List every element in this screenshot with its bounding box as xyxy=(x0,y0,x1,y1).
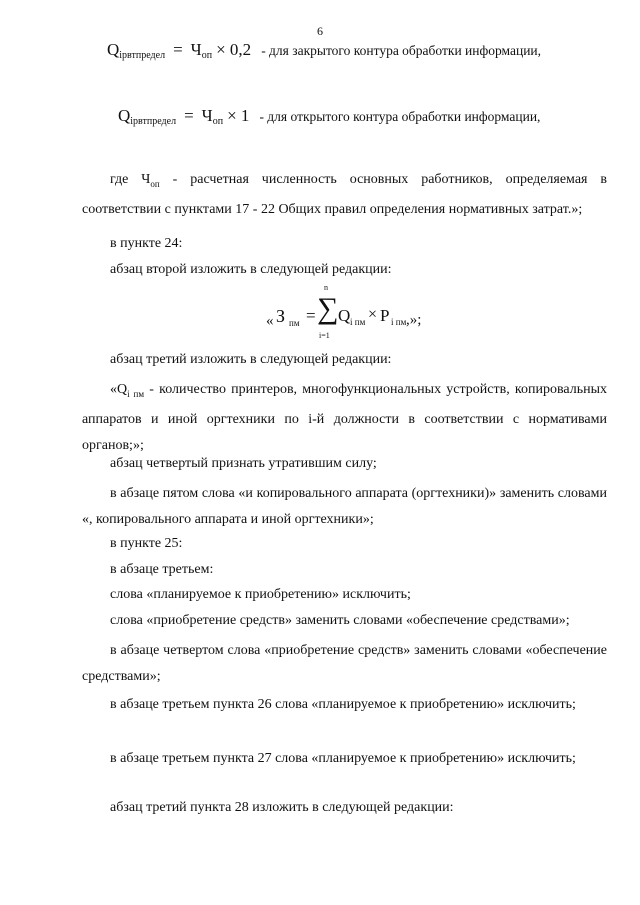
line-slova-planiruemoe: слова «планируемое к приобретению» исключить; xyxy=(110,587,411,602)
line-abzac-chetvertyy: абзац четвертый признать утратившим силу; xyxy=(110,456,377,471)
where-subscript: оп xyxy=(150,178,160,189)
formula-q-subscript: iрвтпредел xyxy=(130,116,177,127)
formula-multiplier: × 1 xyxy=(227,106,250,125)
q-def-start: «Q xyxy=(110,382,128,397)
formula-ch: Ч xyxy=(190,40,202,59)
sum-upper-limit: n xyxy=(324,283,328,292)
formula-closed-contour xyxy=(107,40,541,61)
sum-lower-limit: i=1 xyxy=(319,331,330,340)
paragraph-punkt-27: в абзаце третьем пункта 27 слова «планируемое к приобретению» исключить; xyxy=(110,751,576,766)
formula-open-contour xyxy=(118,106,540,127)
formula-equals: = xyxy=(184,106,194,125)
formula-ch-subscript: оп xyxy=(212,116,224,127)
sum-p: P xyxy=(380,306,390,325)
line-punkt-28: абзац третий пункта 28 изложить в следующей редакции: xyxy=(110,800,454,815)
formula-ch: Ч xyxy=(201,106,213,125)
sum-times: × xyxy=(368,306,378,323)
sum-equals: = xyxy=(306,306,316,325)
q-def-rest: - количество принтеров, многофункциональных устройств, копировальных аппаратов и иной оргтехники по i-й должности в соответствии с нормативами органов;»; xyxy=(82,382,607,453)
line-abzac-vtoroy: абзац второй изложить в следующей редакции: xyxy=(110,262,392,277)
paragraph-abzac-chetvertom: в абзаце четвертом слова «приобретение средств» заменить словами «обеспечение средствами»; xyxy=(82,643,607,684)
formula-q-subscript: iрвтпредел xyxy=(119,50,166,61)
sum-open-quote: « xyxy=(266,313,274,329)
line-punkt-24: в пункте 24: xyxy=(110,236,183,251)
line-abzac-tretem: в абзаце третьем: xyxy=(110,562,214,577)
sum-q: Q xyxy=(338,306,351,325)
line-abzac-tretiy: абзац третий изложить в следующей редакции: xyxy=(110,352,392,367)
formula-q: Q xyxy=(118,106,131,125)
formula-q: Q xyxy=(107,40,120,59)
paragraph-abzac-pyatyy: в абзаце пятом слова «и копировального аппарата (оргтехники)» заменить словами «, копировального аппарата и иной оргтехники»; xyxy=(82,486,607,527)
where-rest: - расчетная численность основных работников, определяемая в соответствии с пунктами 17 - 22 Общих правил определения нормативных затрат.»; xyxy=(82,172,608,217)
sum-close: ,»; xyxy=(406,312,422,328)
formula-multiplier: × 0,2 xyxy=(216,40,252,59)
sum-z-subscript: пм xyxy=(289,318,300,328)
page-number: 6 xyxy=(317,24,323,38)
sum-q-subscript: i пм xyxy=(350,317,366,327)
formula-description: - для закрытого контура обработки информации, xyxy=(261,43,542,58)
sum-z: З xyxy=(276,306,286,326)
line-punkt-25: в пункте 25: xyxy=(110,536,183,551)
formula-ch-subscript: оп xyxy=(201,50,213,61)
sum-sigma: ∑ xyxy=(317,292,339,325)
q-definition-paragraph xyxy=(82,377,607,459)
sum-formula xyxy=(266,282,446,346)
formula-equals: = xyxy=(173,40,183,59)
line-slova-priobretenie: слова «приобретение средств» заменить словами «обеспечение средствами»; xyxy=(110,613,570,628)
where-start: где Ч xyxy=(110,172,151,187)
q-def-subscript: i пм xyxy=(127,388,145,399)
paragraph-punkt-26: в абзаце третьем пункта 26 слова «планируемое к приобретению» исключить; xyxy=(110,697,576,712)
where-paragraph xyxy=(82,167,607,223)
formula-description: - для открытого контура обработки информации, xyxy=(259,109,541,124)
sum-p-subscript: i пм xyxy=(391,317,407,327)
